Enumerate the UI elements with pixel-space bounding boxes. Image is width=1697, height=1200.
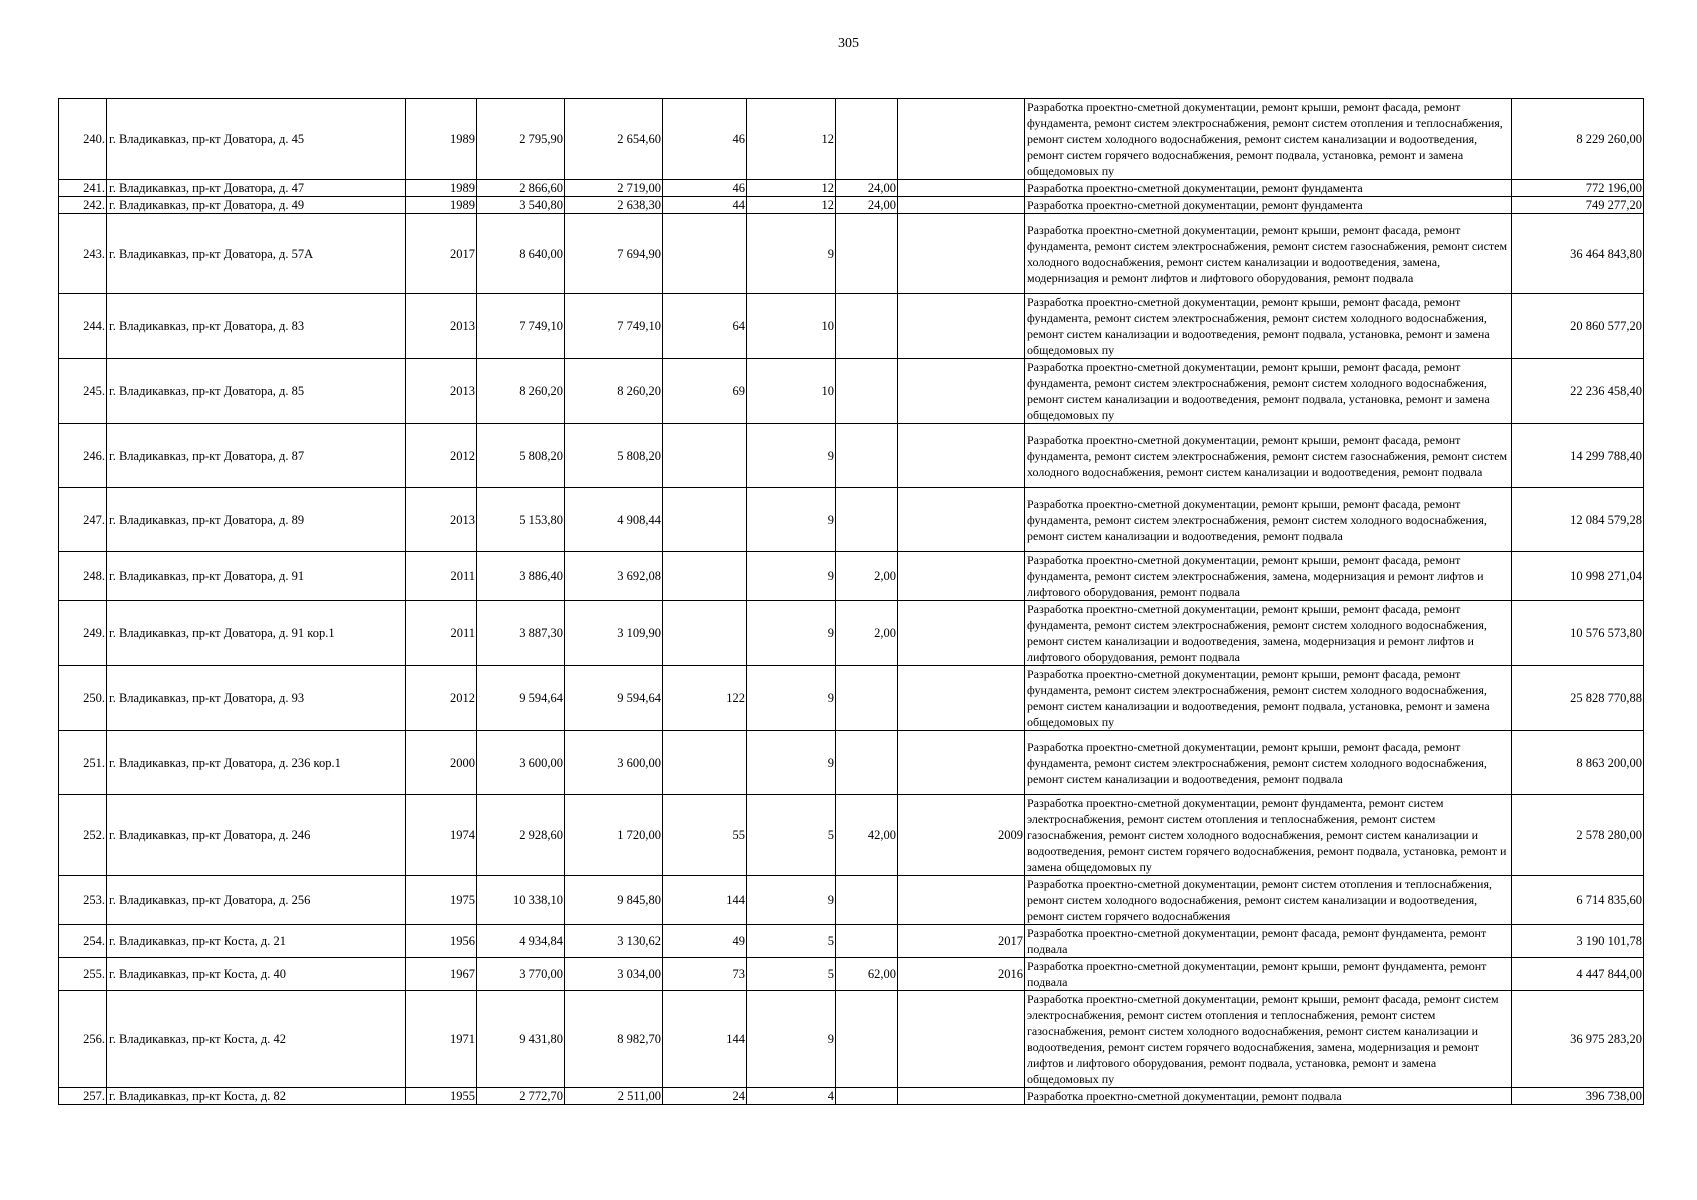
row-residents: 44	[663, 197, 747, 214]
row-wear	[836, 359, 898, 424]
row-area-total: 5 153,80	[477, 488, 565, 552]
row-wear	[836, 488, 898, 552]
row-number: 252.	[59, 795, 107, 876]
row-last-repair	[898, 99, 1025, 180]
row-floors: 5	[747, 958, 836, 991]
table-row	[59, 1088, 1644, 1105]
row-number: 251.	[59, 731, 107, 795]
row-address: г. Владикавказ, пр-кт Доватора, д. 256	[107, 876, 406, 925]
row-area-total: 5 808,20	[477, 424, 565, 488]
row-residents	[663, 488, 747, 552]
row-floors: 12	[747, 197, 836, 214]
row-address: г. Владикавказ, пр-кт Доватора, д. 87	[107, 424, 406, 488]
table-row	[59, 666, 1644, 731]
row-works: Разработка проектно-сметной документации, ремонт крыши, ремонт фасада, ремонт фундамента, ремонт систем электроснабжения, ремонт систем холодного водоснабжения, ремонт систем канализации и водоотведения, замена, модернизация и ремонт лифтов и лифтового оборудования, ремонт подвала	[1025, 601, 1512, 666]
row-residents: 122	[663, 666, 747, 731]
row-wear	[836, 214, 898, 294]
row-cost: 8 229 260,00	[1512, 99, 1644, 180]
row-year: 1971	[406, 991, 477, 1088]
row-cost: 2 578 280,00	[1512, 795, 1644, 876]
row-wear	[836, 294, 898, 359]
row-number: 242.	[59, 197, 107, 214]
row-wear	[836, 666, 898, 731]
row-residents: 46	[663, 180, 747, 197]
row-wear: 2,00	[836, 552, 898, 601]
row-year: 2013	[406, 488, 477, 552]
row-area-total: 2 928,60	[477, 795, 565, 876]
row-year: 1989	[406, 180, 477, 197]
row-number: 248.	[59, 552, 107, 601]
row-wear	[836, 991, 898, 1088]
row-year: 1956	[406, 925, 477, 958]
row-residents	[663, 424, 747, 488]
row-cost: 396 738,00	[1512, 1088, 1644, 1105]
row-works: Разработка проектно-сметной документации, ремонт крыши, ремонт фундамента, ремонт подвала	[1025, 958, 1512, 991]
row-floors: 9	[747, 488, 836, 552]
row-works: Разработка проектно-сметной документации, ремонт подвала	[1025, 1088, 1512, 1105]
row-floors: 12	[747, 99, 836, 180]
row-wear	[836, 1088, 898, 1105]
row-floors: 9	[747, 601, 836, 666]
row-number: 254.	[59, 925, 107, 958]
row-number: 253.	[59, 876, 107, 925]
row-number: 246.	[59, 424, 107, 488]
row-year: 2011	[406, 601, 477, 666]
row-wear	[836, 424, 898, 488]
row-works: Разработка проектно-сметной документации, ремонт крыши, ремонт фасада, ремонт систем электроснабжения, ремонт систем отопления и теплоснабжения, ремонт систем газоснабжения, ремонт систем холодного водоснабжения, ремонт систем канализации и водоотведения, ремонт систем горячего водоснабжения, замена, модернизация и ремонт лифтов и лифтового оборудования, ремонт подвала, установка, ремонт и замена общедомовых пу	[1025, 991, 1512, 1088]
table-row	[59, 731, 1644, 795]
row-floors: 5	[747, 795, 836, 876]
table-row	[59, 601, 1644, 666]
table-row	[59, 488, 1644, 552]
row-cost: 4 447 844,00	[1512, 958, 1644, 991]
row-last-repair	[898, 991, 1025, 1088]
row-residents	[663, 731, 747, 795]
row-area-living: 9 594,64	[565, 666, 663, 731]
row-residents: 24	[663, 1088, 747, 1105]
table-row	[59, 795, 1644, 876]
row-year: 2012	[406, 666, 477, 731]
row-cost: 36 975 283,20	[1512, 991, 1644, 1088]
row-floors: 12	[747, 180, 836, 197]
row-works: Разработка проектно-сметной документации, ремонт крыши, ремонт фасада, ремонт фундамента, ремонт систем электроснабжения, ремонт систем холодного водоснабжения, ремонт систем канализации и водоотведения, ремонт подвала, установка, ремонт и замена общедомовых пу	[1025, 294, 1512, 359]
row-cost: 6 714 835,60	[1512, 876, 1644, 925]
row-last-repair: 2016	[898, 958, 1025, 991]
row-residents: 69	[663, 359, 747, 424]
row-area-total: 3 540,80	[477, 197, 565, 214]
row-number: 257.	[59, 1088, 107, 1105]
row-area-total: 9 431,80	[477, 991, 565, 1088]
row-area-total: 8 260,20	[477, 359, 565, 424]
row-works: Разработка проектно-сметной документации, ремонт крыши, ремонт фасада, ремонт фундамента, ремонт систем электроснабжения, ремонт систем холодного водоснабжения, ремонт систем канализации и водоотведения, ремонт подвала, установка, ремонт и замена общедомовых пу	[1025, 359, 1512, 424]
row-last-repair	[898, 552, 1025, 601]
row-year: 1989	[406, 197, 477, 214]
row-residents: 46	[663, 99, 747, 180]
row-area-total: 9 594,64	[477, 666, 565, 731]
row-cost: 10 576 573,80	[1512, 601, 1644, 666]
row-residents	[663, 552, 747, 601]
row-residents: 144	[663, 991, 747, 1088]
row-cost: 12 084 579,28	[1512, 488, 1644, 552]
row-area-total: 2 795,90	[477, 99, 565, 180]
row-address: г. Владикавказ, пр-кт Коста, д. 40	[107, 958, 406, 991]
row-residents: 49	[663, 925, 747, 958]
row-area-living: 9 845,80	[565, 876, 663, 925]
table-row	[59, 991, 1644, 1088]
row-address: г. Владикавказ, пр-кт Доватора, д. 85	[107, 359, 406, 424]
row-floors: 10	[747, 359, 836, 424]
row-floors: 9	[747, 991, 836, 1088]
row-floors: 5	[747, 925, 836, 958]
row-works: Разработка проектно-сметной документации, ремонт крыши, ремонт фасада, ремонт фундамента, ремонт систем электроснабжения, ремонт систем газоснабжения, ремонт систем холодного водоснабжения, ремонт систем канализации и водоотведения, ремонт подвала	[1025, 424, 1512, 488]
row-number: 240.	[59, 99, 107, 180]
row-area-living: 5 808,20	[565, 424, 663, 488]
row-last-repair	[898, 214, 1025, 294]
row-wear	[836, 99, 898, 180]
row-year: 2013	[406, 294, 477, 359]
row-cost: 772 196,00	[1512, 180, 1644, 197]
row-area-total: 2 866,60	[477, 180, 565, 197]
row-residents	[663, 214, 747, 294]
table-row	[59, 99, 1644, 180]
row-works: Разработка проектно-сметной документации, ремонт крыши, ремонт фасада, ремонт фундамента, ремонт систем электроснабжения, замена, модернизация и ремонт лифтов и лифтового оборудования, ремонт подвала	[1025, 552, 1512, 601]
row-works: Разработка проектно-сметной документации, ремонт фундамента, ремонт систем электроснабжения, ремонт систем отопления и теплоснабжения, ремонт систем газоснабжения, ремонт систем холодного водоснабжения, ремонт систем канализации и водоотведения, ремонт систем горячего водоснабжения, ремонт подвала, установка, ремонт и замена общедомовых пу	[1025, 795, 1512, 876]
row-last-repair	[898, 294, 1025, 359]
row-residents: 144	[663, 876, 747, 925]
row-floors: 4	[747, 1088, 836, 1105]
row-works: Разработка проектно-сметной документации, ремонт крыши, ремонт фасада, ремонт фундамента, ремонт систем электроснабжения, ремонт систем холодного водоснабжения, ремонт систем канализации и водоотведения, ремонт подвала, установка, ремонт и замена общедомовых пу	[1025, 666, 1512, 731]
table-row	[59, 925, 1644, 958]
row-address: г. Владикавказ, пр-кт Доватора, д. 89	[107, 488, 406, 552]
row-area-living: 3 600,00	[565, 731, 663, 795]
row-floors: 9	[747, 731, 836, 795]
row-residents: 73	[663, 958, 747, 991]
row-cost: 14 299 788,40	[1512, 424, 1644, 488]
table-row	[59, 359, 1644, 424]
row-residents	[663, 601, 747, 666]
row-cost: 22 236 458,40	[1512, 359, 1644, 424]
row-number: 243.	[59, 214, 107, 294]
row-area-total: 3 770,00	[477, 958, 565, 991]
row-year: 1975	[406, 876, 477, 925]
row-address: г. Владикавказ, пр-кт Доватора, д. 91	[107, 552, 406, 601]
row-wear	[836, 925, 898, 958]
row-year: 2017	[406, 214, 477, 294]
row-works: Разработка проектно-сметной документации, ремонт крыши, ремонт фасада, ремонт фундамента, ремонт систем электроснабжения, ремонт систем газоснабжения, ремонт систем холодного водоснабжения, ремонт систем канализации и водоотведения, замена, модернизация и ремонт лифтов и лифтового оборудования, ремонт подвала	[1025, 214, 1512, 294]
row-residents: 55	[663, 795, 747, 876]
row-cost: 36 464 843,80	[1512, 214, 1644, 294]
row-last-repair	[898, 731, 1025, 795]
row-area-living: 4 908,44	[565, 488, 663, 552]
row-area-living: 7 749,10	[565, 294, 663, 359]
row-address: г. Владикавказ, пр-кт Доватора, д. 93	[107, 666, 406, 731]
row-area-total: 4 934,84	[477, 925, 565, 958]
table-row	[59, 958, 1644, 991]
row-area-total: 3 886,40	[477, 552, 565, 601]
row-number: 256.	[59, 991, 107, 1088]
row-address: г. Владикавказ, пр-кт Коста, д. 42	[107, 991, 406, 1088]
row-works: Разработка проектно-сметной документации, ремонт крыши, ремонт фасада, ремонт фундамента, ремонт систем электроснабжения, ремонт систем холодного водоснабжения, ремонт систем канализации и водоотведения, ремонт подвала	[1025, 731, 1512, 795]
row-year: 2012	[406, 424, 477, 488]
row-works: Разработка проектно-сметной документации, ремонт систем отопления и теплоснабжения, ремонт систем холодного водоснабжения, ремонт систем канализации и водоотведения, ремонт систем горячего водоснабжения	[1025, 876, 1512, 925]
row-works: Разработка проектно-сметной документации, ремонт крыши, ремонт фасада, ремонт фундамента, ремонт систем электроснабжения, ремонт систем отопления и теплоснабжения, ремонт систем холодного водоснабжения, ремонт систем канализации и водоотведения, ремонт систем горячего водоснабжения, ремонт подвала, установка, ремонт и замена общедомовых пу	[1025, 99, 1512, 180]
row-floors: 9	[747, 552, 836, 601]
row-area-total: 10 338,10	[477, 876, 565, 925]
row-year: 1989	[406, 99, 477, 180]
row-works: Разработка проектно-сметной документации, ремонт фасада, ремонт фундамента, ремонт подвала	[1025, 925, 1512, 958]
row-address: г. Владикавказ, пр-кт Коста, д. 21	[107, 925, 406, 958]
row-area-living: 8 982,70	[565, 991, 663, 1088]
row-area-living: 7 694,90	[565, 214, 663, 294]
row-floors: 9	[747, 214, 836, 294]
row-area-living: 2 719,00	[565, 180, 663, 197]
row-area-total: 3 887,30	[477, 601, 565, 666]
row-year: 2011	[406, 552, 477, 601]
row-last-repair	[898, 424, 1025, 488]
row-year: 1955	[406, 1088, 477, 1105]
table-row	[59, 552, 1644, 601]
row-area-total: 8 640,00	[477, 214, 565, 294]
row-year: 2000	[406, 731, 477, 795]
row-number: 244.	[59, 294, 107, 359]
row-area-total: 3 600,00	[477, 731, 565, 795]
row-last-repair	[898, 666, 1025, 731]
row-wear: 42,00	[836, 795, 898, 876]
row-last-repair: 2009	[898, 795, 1025, 876]
row-residents: 64	[663, 294, 747, 359]
row-floors: 9	[747, 666, 836, 731]
row-number: 247.	[59, 488, 107, 552]
row-works: Разработка проектно-сметной документации, ремонт фундамента	[1025, 197, 1512, 214]
row-area-living: 2 654,60	[565, 99, 663, 180]
row-address: г. Владикавказ, пр-кт Доватора, д. 91 кор.1	[107, 601, 406, 666]
row-address: г. Владикавказ, пр-кт Доватора, д. 57А	[107, 214, 406, 294]
row-number: 250.	[59, 666, 107, 731]
row-number: 255.	[59, 958, 107, 991]
table-row	[59, 424, 1644, 488]
row-last-repair	[898, 359, 1025, 424]
row-area-living: 3 034,00	[565, 958, 663, 991]
row-number: 249.	[59, 601, 107, 666]
row-area-total: 2 772,70	[477, 1088, 565, 1105]
row-last-repair	[898, 876, 1025, 925]
row-address: г. Владикавказ, пр-кт Доватора, д. 47	[107, 180, 406, 197]
table-row	[59, 214, 1644, 294]
row-area-living: 2 511,00	[565, 1088, 663, 1105]
row-area-total: 7 749,10	[477, 294, 565, 359]
row-address: г. Владикавказ, пр-кт Доватора, д. 236 кор.1	[107, 731, 406, 795]
row-last-repair	[898, 488, 1025, 552]
row-floors: 9	[747, 424, 836, 488]
table-row	[59, 180, 1644, 197]
row-area-living: 2 638,30	[565, 197, 663, 214]
row-cost: 8 863 200,00	[1512, 731, 1644, 795]
row-last-repair	[898, 197, 1025, 214]
table-body	[59, 99, 1644, 1105]
housing-repair-table	[58, 98, 1644, 1105]
row-last-repair	[898, 180, 1025, 197]
row-address: г. Владикавказ, пр-кт Коста, д. 82	[107, 1088, 406, 1105]
row-wear: 62,00	[836, 958, 898, 991]
row-year: 1967	[406, 958, 477, 991]
row-number: 241.	[59, 180, 107, 197]
table-row	[59, 197, 1644, 214]
table-row	[59, 876, 1644, 925]
row-floors: 9	[747, 876, 836, 925]
row-wear: 2,00	[836, 601, 898, 666]
page-number: 305	[838, 36, 859, 51]
row-cost: 20 860 577,20	[1512, 294, 1644, 359]
row-cost: 25 828 770,88	[1512, 666, 1644, 731]
row-year: 1974	[406, 795, 477, 876]
row-area-living: 8 260,20	[565, 359, 663, 424]
row-number: 245.	[59, 359, 107, 424]
row-area-living: 3 130,62	[565, 925, 663, 958]
row-floors: 10	[747, 294, 836, 359]
row-area-living: 1 720,00	[565, 795, 663, 876]
table-row	[59, 294, 1644, 359]
row-last-repair	[898, 1088, 1025, 1105]
row-last-repair: 2017	[898, 925, 1025, 958]
row-address: г. Владикавказ, пр-кт Доватора, д. 49	[107, 197, 406, 214]
row-wear	[836, 876, 898, 925]
row-wear: 24,00	[836, 197, 898, 214]
row-area-living: 3 109,90	[565, 601, 663, 666]
row-wear	[836, 731, 898, 795]
row-address: г. Владикавказ, пр-кт Доватора, д. 246	[107, 795, 406, 876]
row-year: 2013	[406, 359, 477, 424]
row-address: г. Владикавказ, пр-кт Доватора, д. 45	[107, 99, 406, 180]
row-cost: 3 190 101,78	[1512, 925, 1644, 958]
row-wear: 24,00	[836, 180, 898, 197]
row-cost: 749 277,20	[1512, 197, 1644, 214]
row-address: г. Владикавказ, пр-кт Доватора, д. 83	[107, 294, 406, 359]
row-last-repair	[898, 601, 1025, 666]
row-works: Разработка проектно-сметной документации, ремонт фундамента	[1025, 180, 1512, 197]
row-cost: 10 998 271,04	[1512, 552, 1644, 601]
row-area-living: 3 692,08	[565, 552, 663, 601]
row-works: Разработка проектно-сметной документации, ремонт крыши, ремонт фасада, ремонт фундамента, ремонт систем электроснабжения, ремонт систем холодного водоснабжения, ремонт систем канализации и водоотведения, ремонт подвала	[1025, 488, 1512, 552]
